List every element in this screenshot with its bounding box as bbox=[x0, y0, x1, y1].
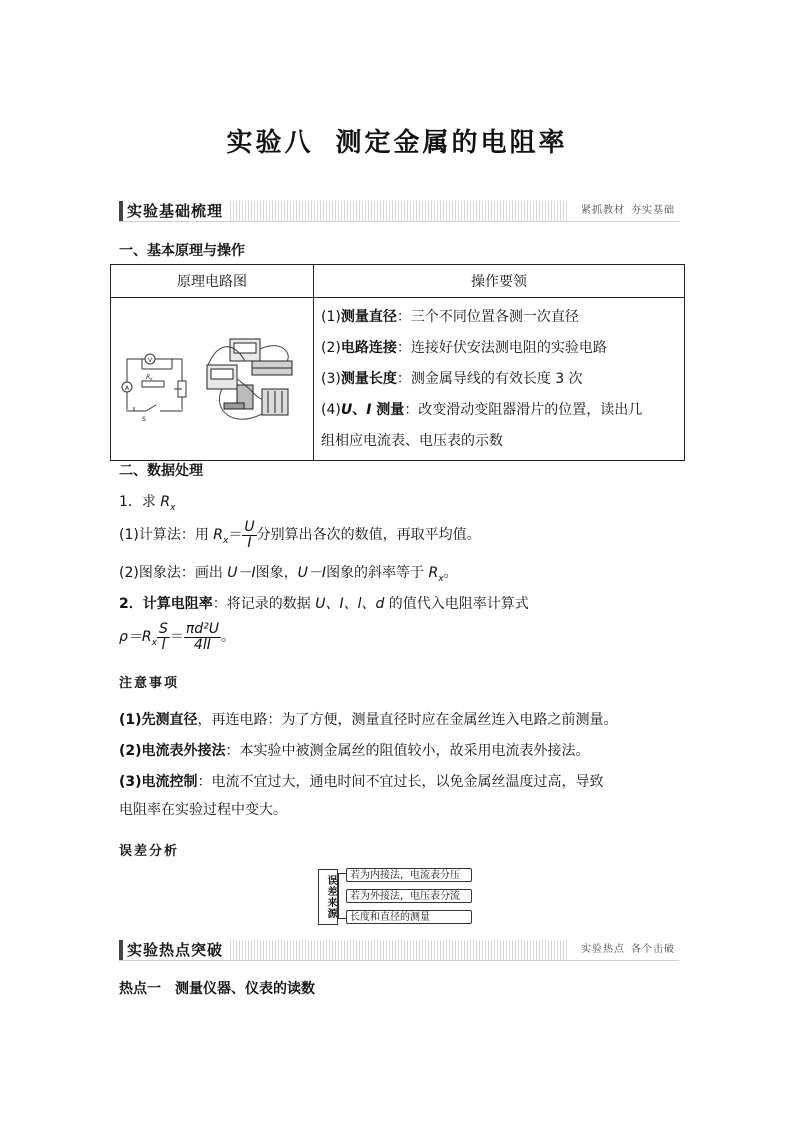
ammeter-label: A bbox=[124, 385, 130, 392]
band2-right-text1: 实验热点 bbox=[581, 944, 625, 955]
band2-label: 实验热点突破 bbox=[119, 940, 229, 960]
graph-method: (2)图象法：画出 U－I图象，U－I图象的斜率等于 $R_x$。 bbox=[119, 565, 458, 584]
error-item-3: 长度和直径的测量 bbox=[346, 910, 472, 924]
section-band-basics bbox=[119, 201, 679, 223]
error-heading: 误差分析 bbox=[119, 844, 180, 859]
table-header-ops: 操作要领 bbox=[314, 265, 685, 298]
title-part2: 测定金属的电阻率 bbox=[335, 128, 568, 158]
hotspot-1-text: 测量仪器、仪表的读数 bbox=[175, 981, 315, 997]
notes-heading: 注意事项 bbox=[119, 676, 180, 691]
note-item-3: (3)电流控制：电流不宜过大，通电时间不宜过长，以免金属丝温度过高，导致 bbox=[119, 774, 604, 790]
op-item-1: (1)测量直径：三个不同位置各测一次直径 bbox=[321, 308, 579, 325]
op-item-4: (4)U、I 测量：改变滑动变阻器滑片的位置，读出几 bbox=[321, 401, 643, 418]
note-item-3-cont: 电阻率在实验过程中变大。 bbox=[119, 802, 287, 818]
ops-cell bbox=[314, 298, 685, 461]
note-item-1: (1)先测直径，再连电路：为了方便，测量直径时应在金属丝连入电路之前测量。 bbox=[119, 712, 618, 728]
hotspot-1-heading bbox=[119, 979, 315, 999]
fraction-pi-d2-u: $\frac{\text{πd²U}}{4lI}$ bbox=[185, 620, 220, 653]
principle-table bbox=[110, 264, 685, 461]
note-item-2: (2)电流表外接法：本实验中被测金属丝的阻值较小，故采用电流表外接法。 bbox=[119, 743, 590, 759]
band-label: 实验基础梳理 bbox=[119, 201, 229, 221]
switch-label: S bbox=[142, 416, 146, 423]
band2-right bbox=[569, 940, 679, 960]
page-title bbox=[0, 122, 794, 159]
error-box-title: 误差来源 bbox=[318, 869, 338, 925]
hotspot-1-label: 热点一 bbox=[119, 981, 161, 997]
section2-heading: 二、数据处理 bbox=[119, 463, 203, 479]
op-item-2: (2)电路连接：连接好伏安法测电阻的实验电路 bbox=[321, 339, 607, 356]
calc-method: (1)计算法：用 $R_x=$ $\frac{U}{I}$ 分别算出各次的数值，再取平均值。 bbox=[119, 518, 481, 551]
band-right-text2: 夯实基础 bbox=[631, 205, 675, 216]
op-item-4-cont: 组相应电流表、电压表的示数 bbox=[321, 432, 503, 449]
band2-right-text2: 各个击破 bbox=[631, 944, 675, 955]
error-item-1: 若为内接法，电流表分压 bbox=[346, 868, 472, 882]
circuit-diagram bbox=[112, 299, 312, 455]
band-right bbox=[569, 201, 679, 221]
error-item-2: 若为外接法，电压表分流 bbox=[346, 889, 472, 903]
circuit-cell bbox=[111, 298, 314, 461]
section1-heading: 一、基本原理与操作 bbox=[119, 243, 245, 259]
voltmeter-label: V bbox=[147, 357, 153, 364]
section-band-hotspots bbox=[119, 940, 679, 962]
fraction-u-over-i: $\frac{U}{I}$ bbox=[244, 518, 255, 551]
resistivity-formula: $\rho=R_x$ $\frac{S}{l}$ ＝ $\frac{\text{πd²U}}{4lI}$ 。 bbox=[119, 620, 236, 653]
fraction-s-over-l: $\frac{S}{l}$ bbox=[158, 620, 168, 653]
op-item-3: (3)测量长度：测金属导线的有效长度 3 次 bbox=[321, 370, 583, 387]
item2-resistivity: 2．计算电阻率：将记录的数据 U、I、l、d 的值代入电阻率计算式 bbox=[119, 596, 529, 612]
error-diagram bbox=[318, 867, 474, 927]
band-right-text1: 紧抓教材 bbox=[581, 205, 625, 216]
title-part1: 实验八 bbox=[226, 128, 314, 158]
table-header-circuit: 原理电路图 bbox=[111, 265, 314, 298]
item1-find-rx: 1．求 $R_x$ bbox=[119, 494, 176, 513]
resistor-label: Rx bbox=[146, 374, 153, 381]
